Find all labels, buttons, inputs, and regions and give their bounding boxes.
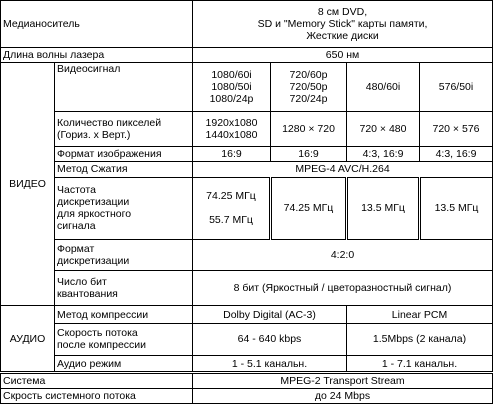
audio-compression-label: Метод компрессии — [55, 306, 193, 323]
sampling-freq-cell: 13.5 МГц — [420, 177, 493, 239]
pixels-cell: 720 × 480 — [347, 111, 420, 147]
row-sampling-format — [1, 239, 493, 270]
row-system-bitrate — [1, 388, 493, 403]
bit-depth-label: Число бит квантования — [55, 270, 193, 306]
pixels-cell: 1920x1080 1440x1080 — [193, 111, 271, 147]
audio-bitrate-cell: 1.5Mbps (2 канала) — [347, 323, 493, 355]
system-bitrate-value: до 24 Mbps — [193, 388, 493, 403]
row-medium — [1, 1, 493, 48]
aspect-label: Формат изображения — [55, 147, 193, 162]
audio-mode-cell: 1 - 7.1 канальн. — [347, 356, 493, 373]
video-group-label: ВИДЕО — [1, 62, 55, 306]
sampling-format-label: Формат дискретизации — [55, 239, 193, 270]
audio-compression-cell: Linear PCM — [347, 306, 493, 323]
audio-mode-label: Аудио режим — [55, 356, 193, 373]
pixels-cell: 720 × 576 — [420, 111, 493, 147]
bit-depth-value: 8 бит (Яркостный / цветоразностный сигнал) — [193, 270, 493, 306]
audio-mode-cell: 1 - 5.1 канальн. — [193, 356, 347, 373]
row-aspect — [1, 147, 493, 162]
video-signal-cell: 480/60i — [347, 62, 420, 111]
row-bit-depth — [1, 270, 493, 306]
pixels-label: Количество пикселей (Гориз. x Верт.) — [55, 111, 193, 147]
audio-bitrate-cell: 64 - 640 kbps — [193, 323, 347, 355]
row-video-signal — [1, 62, 493, 111]
system-value: MPEG-2 Transport Stream — [193, 373, 493, 388]
compression-value: MPEG-4 AVC/H.264 — [193, 162, 493, 177]
aspect-cell: 16:9 — [271, 147, 347, 162]
row-audio-bitrate — [1, 323, 493, 355]
aspect-cell: 4:3, 16:9 — [420, 147, 493, 162]
video-signal-cell: 720/60p 720/50p 720/24p — [271, 62, 347, 111]
audio-bitrate-label: Скорость потока после компрессии — [55, 323, 193, 355]
laser-value: 650 нм — [193, 47, 493, 62]
sampling-freq-cell: 74.25 МГц — [271, 177, 347, 239]
sampling-freq-cell: 74.25 МГц 55.7 МГц — [193, 177, 271, 239]
row-compression — [1, 162, 493, 177]
system-label: Система — [1, 373, 193, 388]
row-laser — [1, 47, 493, 62]
audio-group-label: АУДИО — [1, 306, 55, 373]
compression-label: Метод Сжатия — [55, 162, 193, 177]
video-signal-cell: 1080/60i 1080/50i 1080/24p — [193, 62, 271, 111]
video-signal-label: Видеосигнал — [55, 62, 193, 111]
video-signal-cell: 576/50i — [420, 62, 493, 111]
medium-label: Медианоситель — [1, 1, 193, 48]
aspect-cell: 16:9 — [193, 147, 271, 162]
audio-compression-cell: Dolby Digital (AC-3) — [193, 306, 347, 323]
system-bitrate-label: Скрость системного потока — [1, 388, 193, 403]
medium-value: 8 см DVD, SD и "Memory Stick" карты памяти, Жесткие диски — [193, 1, 493, 48]
sampling-freq-label: Частота дискретизации для яркостного сигнала — [55, 177, 193, 239]
laser-label: Длина волны лазера — [1, 47, 193, 62]
row-sampling-freq — [1, 177, 493, 239]
row-system — [1, 373, 493, 388]
aspect-cell: 4:3, 16:9 — [347, 147, 420, 162]
row-audio-mode — [1, 356, 493, 373]
pixels-cell: 1280 × 720 — [271, 111, 347, 147]
row-pixels — [1, 111, 493, 147]
sampling-freq-cell: 13.5 МГц — [347, 177, 420, 239]
row-audio-compression — [1, 306, 493, 323]
sampling-format-value: 4:2:0 — [193, 239, 493, 270]
